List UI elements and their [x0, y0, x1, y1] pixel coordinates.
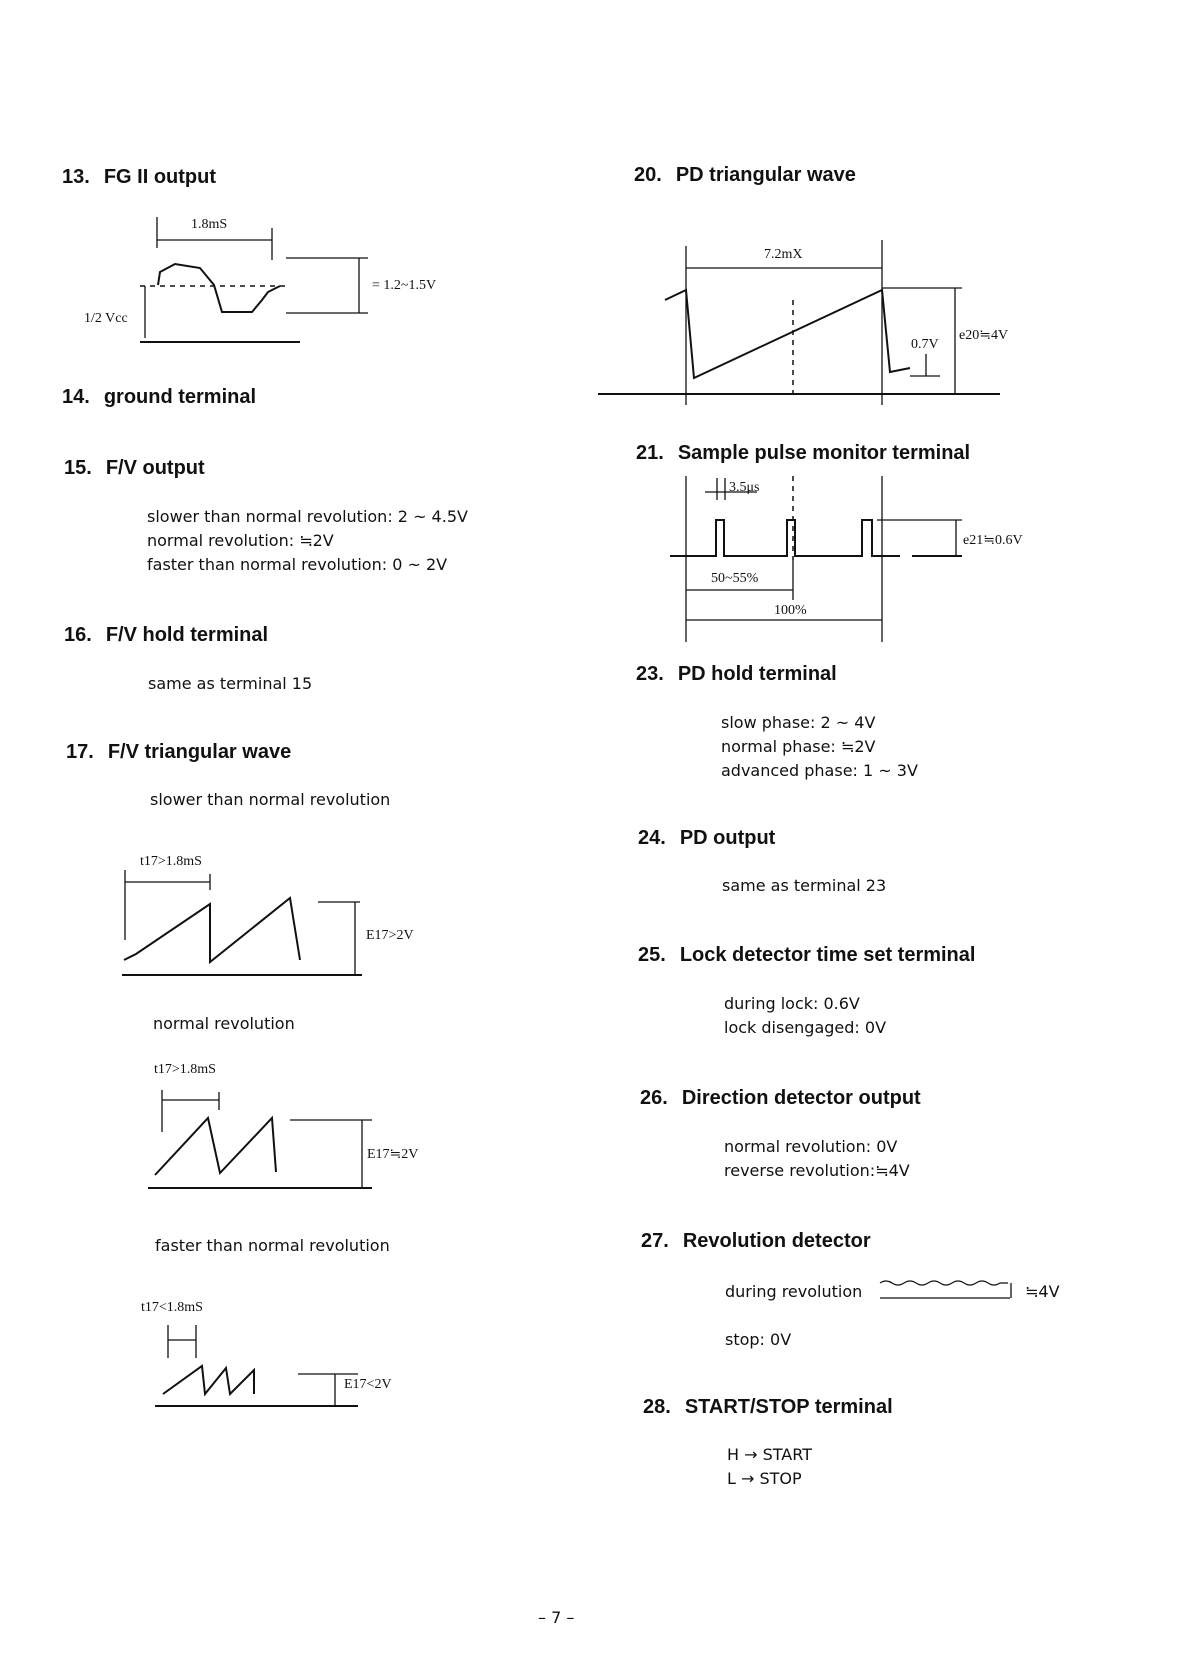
pd-period-label: 7.2mX — [764, 247, 803, 262]
pulse-full-label: 100% — [774, 603, 807, 618]
heading-21: 21. Sample pulse monitor terminal — [636, 442, 971, 464]
fg-vcc-label: 1/2 Vcc — [84, 311, 128, 326]
pulse-duty-label: 50~55% — [711, 571, 759, 586]
heading-16: 16. F/V hold terminal — [64, 624, 269, 646]
slower-caption: slower than normal revolution — [150, 790, 391, 809]
pd-output-text: same as terminal 23 — [722, 876, 887, 895]
fv-output-line: normal revolution: ≒2V — [147, 531, 334, 550]
heading-13: 13. FG II output — [62, 166, 216, 188]
pulse-amplitude-label: e21≒0.6V — [963, 533, 1023, 548]
normal-e-label: E17≒2V — [367, 1147, 419, 1162]
lock-detector-line: during lock: 0.6V — [724, 994, 860, 1013]
fg-width-label: 1.8mS — [191, 217, 228, 232]
heading-20: 20. PD triangular wave — [634, 164, 856, 186]
heading-25: 25. Lock detector time set terminal — [638, 944, 976, 966]
direction-detector-line: reverse revolution:≒4V — [724, 1161, 910, 1180]
faster-t-label: t17<1.8mS — [141, 1300, 203, 1315]
slower-e-label: E17>2V — [366, 928, 414, 943]
page-number: – 7 – — [538, 1608, 575, 1627]
fv-hold-text: same as terminal 15 — [148, 674, 313, 693]
revolution-during-label: during revolution — [725, 1282, 863, 1301]
heading-17: 17. F/V triangular wave — [66, 741, 292, 763]
heading-14: 14. ground terminal — [62, 386, 257, 408]
fv-output-line: slower than normal revolution: 2 ~ 4.5V — [147, 507, 468, 526]
faster-e-label: E17<2V — [344, 1377, 392, 1392]
slower-t-label: t17>1.8mS — [140, 854, 202, 869]
heading-26: 26. Direction detector output — [640, 1087, 921, 1109]
start-stop-line: H → START — [727, 1445, 812, 1464]
direction-detector-line: normal revolution: 0V — [724, 1137, 898, 1156]
heading-15: 15. F/V output — [64, 457, 205, 479]
pd-hold-line: slow phase: 2 ~ 4V — [721, 713, 876, 732]
start-stop-line: L → STOP — [727, 1469, 802, 1488]
normal-t-label: t17>1.8mS — [154, 1062, 216, 1077]
pulse-width-label: 3.5μs — [729, 480, 760, 495]
pd-low-label: 0.7V — [911, 337, 939, 352]
heading-24: 24. PD output — [638, 827, 776, 849]
fg-amplitude-label: = 1.2~1.5V — [372, 278, 437, 293]
faster-caption: faster than normal revolution — [155, 1236, 390, 1255]
revolution-stop-label: stop: 0V — [725, 1330, 792, 1349]
normal-caption: normal revolution — [153, 1014, 295, 1033]
pd-amplitude-label: e20≒4V — [959, 328, 1009, 343]
heading-23: 23. PD hold terminal — [636, 663, 837, 685]
lock-detector-line: lock disengaged: 0V — [724, 1018, 887, 1037]
fv-output-line: faster than normal revolution: 0 ~ 2V — [147, 555, 448, 574]
heading-27: 27. Revolution detector — [641, 1230, 871, 1252]
pd-hold-line: advanced phase: 1 ~ 3V — [721, 761, 918, 780]
pd-hold-line: normal phase: ≒2V — [721, 737, 876, 756]
heading-28: 28. START/STOP terminal — [643, 1396, 893, 1418]
revolution-amp-label: ≒4V — [1025, 1282, 1060, 1301]
start-stop-list — [727, 1443, 812, 1491]
